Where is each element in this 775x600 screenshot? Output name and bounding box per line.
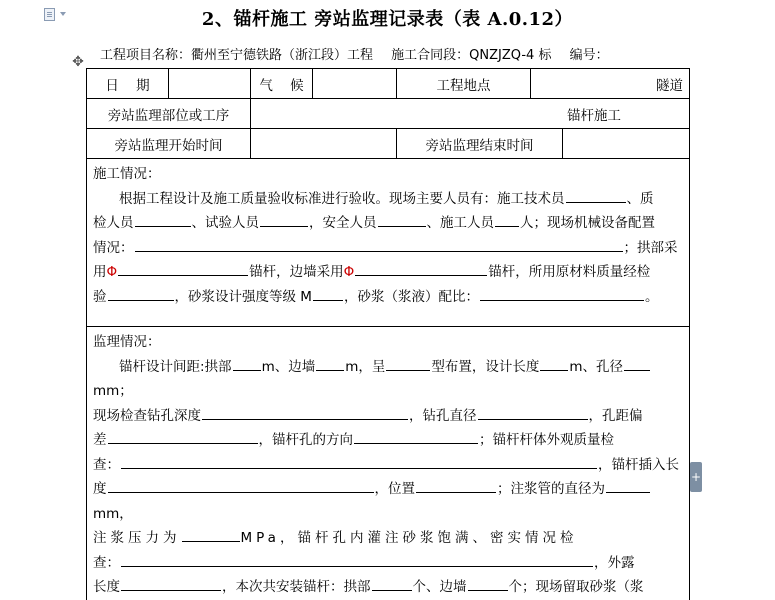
page-title: 2、锚杆施工 旁站监理记录表（表 A.0.12） bbox=[201, 9, 574, 30]
end-time-label: 旁站监理结束时间 bbox=[397, 129, 563, 159]
supervision-heading: 监理情况： bbox=[93, 334, 161, 350]
spacing-deviation-field[interactable] bbox=[108, 428, 258, 444]
side-expand-icon[interactable]: + bbox=[690, 462, 702, 492]
arch-count-field[interactable] bbox=[372, 575, 412, 591]
part-label: 旁站监理部位或工序 bbox=[87, 99, 251, 129]
weather-label: 气 候 bbox=[251, 69, 313, 99]
record-number: 编号： bbox=[569, 48, 609, 63]
construction-heading: 施工情况： bbox=[93, 166, 161, 182]
inspector-field[interactable] bbox=[135, 211, 191, 227]
grout-pressure-field[interactable] bbox=[182, 526, 240, 542]
move-handle-icon[interactable]: ✥ bbox=[72, 54, 84, 70]
safety-staff-field[interactable] bbox=[378, 211, 426, 227]
wall-spacing-field[interactable] bbox=[316, 355, 344, 371]
wall-count-field[interactable] bbox=[468, 575, 508, 591]
exposed-length-field[interactable] bbox=[121, 575, 221, 591]
mix-ratio-field[interactable] bbox=[480, 285, 644, 301]
construction-section: 施工情况： 根据工程设计及施工质量验收标准进行验收。现场主要人员有：施工技术员 、质 检人员 、试验人员 ，安全人员 、施工人员 人；现场机械设备配置 情况： ；拱部采 用Φ 锚杆，边墙采用Φ 锚杆，所用原材料质量经检 验 ，砂浆设计强度等级 M ，砂浆（浆液）配比： 。 bbox=[87, 159, 690, 327]
date-label: 日 期 bbox=[87, 69, 169, 99]
supervision-section: 监理情况： 锚杆设计间距:拱部 m、边墙 m，呈 型布置，设计长度 m、孔径mm； 现场检查钻孔深度 ，钻孔直径 ，孔距偏 差 ，锚杆孔的方向 ；锚杆杆体外观质量检 查： ，锚杆插入长 度 ，位置 ；注浆管的直径为mm， 注浆压力为 MPa，锚杆孔内灌注砂浆饱满、密实情况检 查： ，外露 长度 ，本次共安装锚杆：拱部 个、边墙 个；现场留取砂浆（浆 bbox=[87, 327, 690, 600]
start-time-label: 旁站监理开始时间 bbox=[87, 129, 251, 159]
date-value[interactable] bbox=[169, 69, 251, 99]
tech-staff-field[interactable] bbox=[566, 187, 626, 203]
project-name: 工程项目名称：衢州至宁德铁路（浙江段）工程 bbox=[100, 48, 374, 63]
pipe-diameter-field[interactable] bbox=[606, 477, 650, 493]
record-table bbox=[86, 68, 690, 600]
start-time-value[interactable] bbox=[251, 129, 397, 159]
location-label: 工程地点 bbox=[397, 69, 531, 99]
layout-type-field[interactable] bbox=[386, 355, 430, 371]
end-time-value[interactable] bbox=[563, 129, 690, 159]
weather-value[interactable] bbox=[313, 69, 397, 99]
mortar-grade-field[interactable] bbox=[313, 285, 343, 301]
hole-diameter-field[interactable] bbox=[624, 355, 650, 371]
contract-section: 施工合同段：QNZJZQ-4 标 bbox=[391, 48, 552, 63]
tester-field[interactable] bbox=[260, 211, 308, 227]
appearance-check-field[interactable] bbox=[121, 453, 597, 469]
arch-bolt-field[interactable] bbox=[118, 260, 248, 276]
workers-field[interactable] bbox=[495, 211, 519, 227]
grout-fill-check-field[interactable] bbox=[121, 551, 593, 567]
drill-diameter-field[interactable] bbox=[478, 404, 588, 420]
equipment-field[interactable] bbox=[135, 236, 623, 252]
header-info bbox=[100, 44, 623, 63]
hole-direction-field[interactable] bbox=[354, 428, 478, 444]
position-field[interactable] bbox=[416, 477, 496, 493]
wall-bolt-field[interactable] bbox=[355, 260, 487, 276]
insert-length-field[interactable] bbox=[108, 477, 374, 493]
part-value[interactable]: 锚杆施工 bbox=[251, 99, 690, 129]
design-length-field[interactable] bbox=[540, 355, 568, 371]
arch-spacing-field[interactable] bbox=[233, 355, 261, 371]
material-check-field[interactable] bbox=[108, 285, 174, 301]
location-value[interactable]: 隧道 bbox=[531, 69, 690, 99]
drill-depth-field[interactable] bbox=[202, 404, 408, 420]
